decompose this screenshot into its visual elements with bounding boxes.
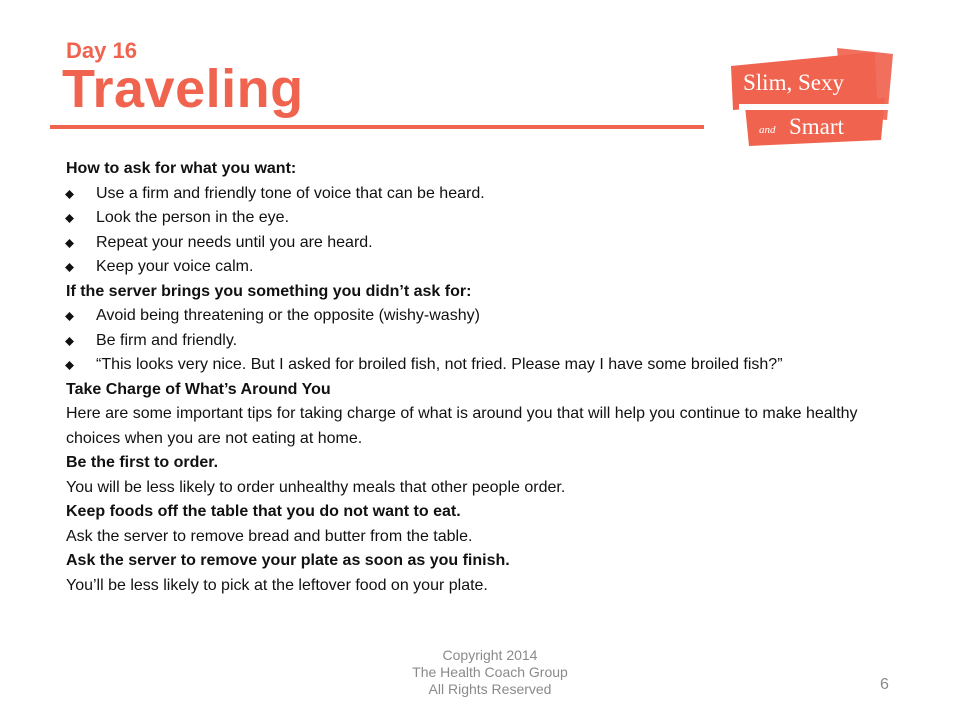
server-heading: If the server brings you something you didn’t ask for: — [66, 282, 472, 300]
plate-heading: Ask the server to remove your plate as soon as you finish. — [66, 552, 510, 569]
server-bullet-list — [66, 304, 866, 378]
ask-bullet-item — [66, 231, 866, 256]
server-bullet-item — [66, 353, 866, 378]
rights-line: All Rights Reserved — [428, 681, 552, 697]
foods-text: Ask the server to remove bread and butter from the table. — [66, 527, 473, 545]
ask-bullet-list — [66, 182, 866, 280]
foods-heading: Keep foods off the table that you do not want to eat. — [66, 503, 461, 520]
day-label: Day 16 — [66, 38, 137, 63]
copyright-line: Copyright 2014 — [442, 647, 538, 663]
ask-bullet-text: Keep your voice calm. — [96, 258, 254, 275]
server-bullet-item — [66, 304, 866, 329]
logo-text-and: and — [759, 124, 776, 136]
main-content — [66, 157, 866, 598]
ask-bullet-item — [66, 182, 866, 207]
bullet-icon — [65, 190, 74, 199]
ask-bullet-item — [66, 255, 866, 280]
bullet-icon — [65, 214, 74, 223]
ask-bullet-text: Look the person in the eye. — [96, 209, 290, 226]
charge-text: Here are some important tips for taking charge of what is around you that will help you continue to make healthy choices when you are not eating at home. — [66, 405, 858, 447]
ask-bullet-text: Repeat your needs until you are heard. — [96, 233, 373, 251]
server-bullet-item — [66, 329, 866, 354]
charge-heading: Take Charge of What’s Around You — [66, 380, 331, 398]
server-bullet-text: Be firm and friendly. — [96, 331, 238, 349]
logo-strip — [739, 104, 889, 110]
server-bullet-text: Avoid being threatening or the opposite (wishy-washy) — [96, 307, 480, 324]
ask-heading: How to ask for what you want: — [66, 160, 297, 177]
page-number: 6 — [880, 676, 889, 693]
bullet-icon — [65, 337, 74, 346]
bullet-icon — [65, 361, 74, 370]
first-heading: Be the first to order. — [66, 454, 219, 471]
plate-text: You’ll be less likely to pick at the leftover food on your plate. — [66, 576, 488, 594]
title-underline — [50, 125, 704, 129]
slim-sexy-smart-logo — [725, 48, 905, 160]
logo-text-slim-sexy: Slim, Sexy — [743, 70, 844, 95]
ask-bullet-text: Use a firm and friendly tone of voice that can be heard. — [96, 184, 485, 202]
first-text: You will be less likely to order unhealthy meals that other people order. — [66, 478, 566, 496]
copyright-footer — [380, 647, 600, 698]
company-line: The Health Coach Group — [412, 664, 568, 680]
logo-text-smart: Smart — [789, 114, 844, 139]
page-title: Traveling — [62, 59, 304, 119]
bullet-icon — [65, 239, 74, 248]
bullet-icon — [65, 312, 74, 321]
bullet-icon — [65, 263, 74, 272]
ask-bullet-item — [66, 206, 866, 231]
server-bullet-text: “This looks very nice. But I asked for broiled fish, not fried. Please may I have some broiled fish?” — [96, 356, 783, 373]
